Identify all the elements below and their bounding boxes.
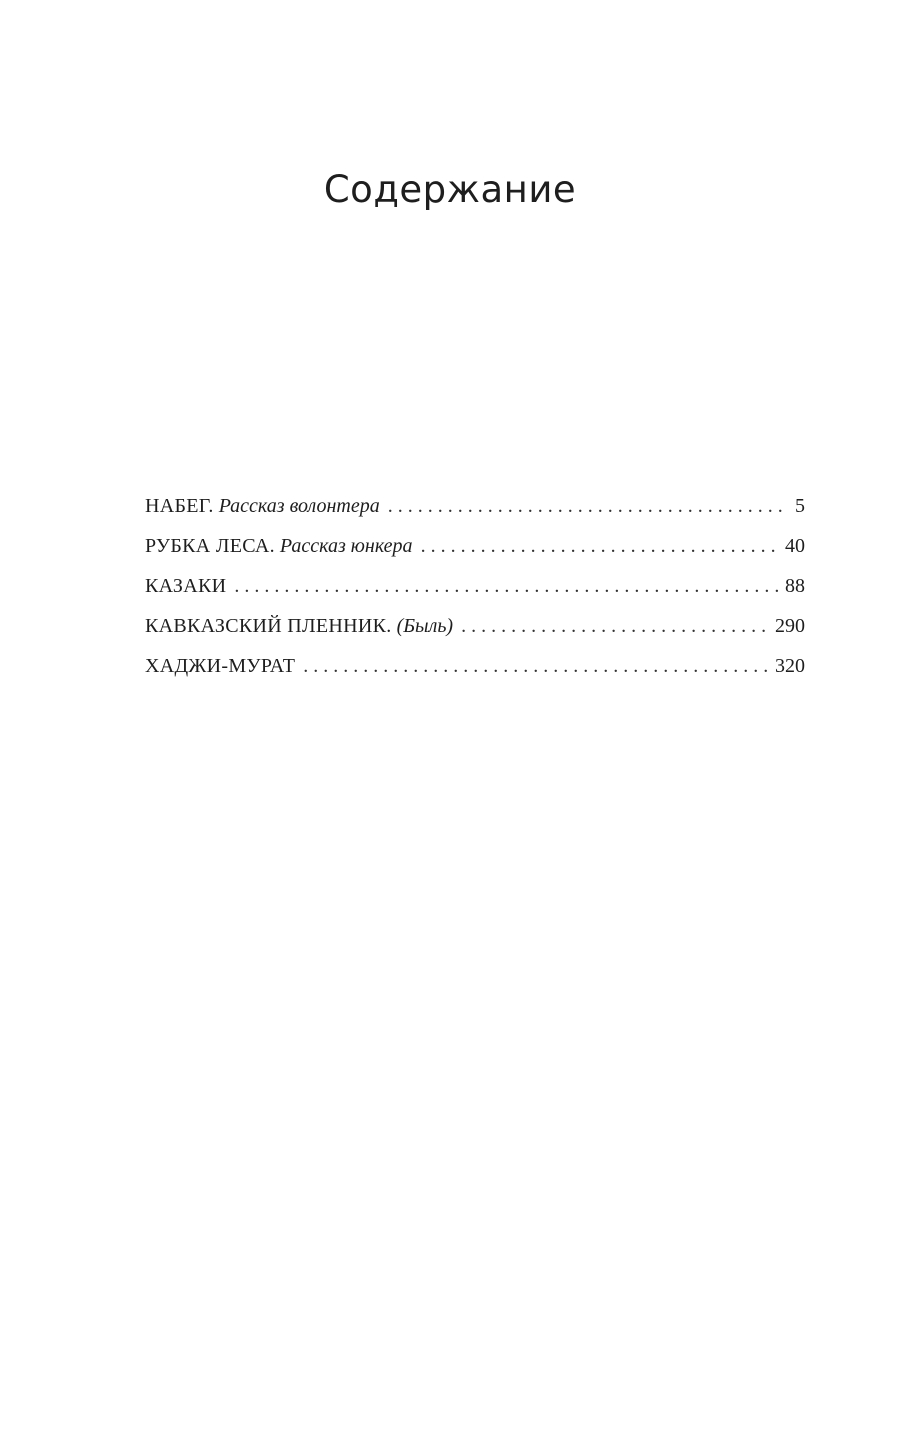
- dot-leader: [421, 526, 779, 566]
- toc-entry-hadzhi-murat[interactable]: [145, 646, 805, 686]
- dot-leader: [303, 646, 769, 686]
- toc-entry-title-block: [145, 646, 295, 686]
- toc-entry-title-block: [145, 566, 226, 606]
- dot-leader: [461, 606, 769, 646]
- toc-entry-title-block: [145, 606, 453, 646]
- toc-entry-subtitle: Рассказ волонтера: [218, 495, 380, 517]
- toc-entry-kavkazskiy-plennik[interactable]: [145, 606, 805, 646]
- toc-entry-page-number: 5: [795, 495, 805, 517]
- toc-entry-rubka-lesa[interactable]: [145, 526, 805, 566]
- toc-entry-title-block: [145, 486, 380, 526]
- toc-entry-title: КАВКАЗСКИЙ ПЛЕННИК.: [145, 615, 392, 637]
- toc-list: [145, 486, 805, 686]
- toc-entry-nabeg[interactable]: [145, 486, 805, 526]
- toc-entry-title: НАБЕГ.: [145, 495, 214, 517]
- dot-leader: [234, 566, 779, 606]
- toc-entry-title: РУБКА ЛЕСА.: [145, 535, 275, 557]
- toc-entry-subtitle: Рассказ юнкера: [279, 535, 413, 557]
- toc-entry-page-number: 320: [775, 655, 805, 677]
- toc-entry-subtitle: (Быль): [396, 615, 454, 637]
- dot-leader: [388, 486, 787, 526]
- toc-entry-page-number: 40: [785, 535, 805, 557]
- toc-entry-title: КАЗАКИ: [145, 575, 227, 597]
- toc-entry-title-block: [145, 526, 413, 566]
- toc-entry-page-number: 290: [775, 615, 805, 637]
- toc-heading: Содержание: [323, 168, 577, 211]
- toc-entry-kazaki[interactable]: [145, 566, 805, 606]
- toc-entry-title: ХАДЖИ-МУРАТ: [145, 655, 296, 677]
- toc-entry-page-number: 88: [785, 575, 805, 597]
